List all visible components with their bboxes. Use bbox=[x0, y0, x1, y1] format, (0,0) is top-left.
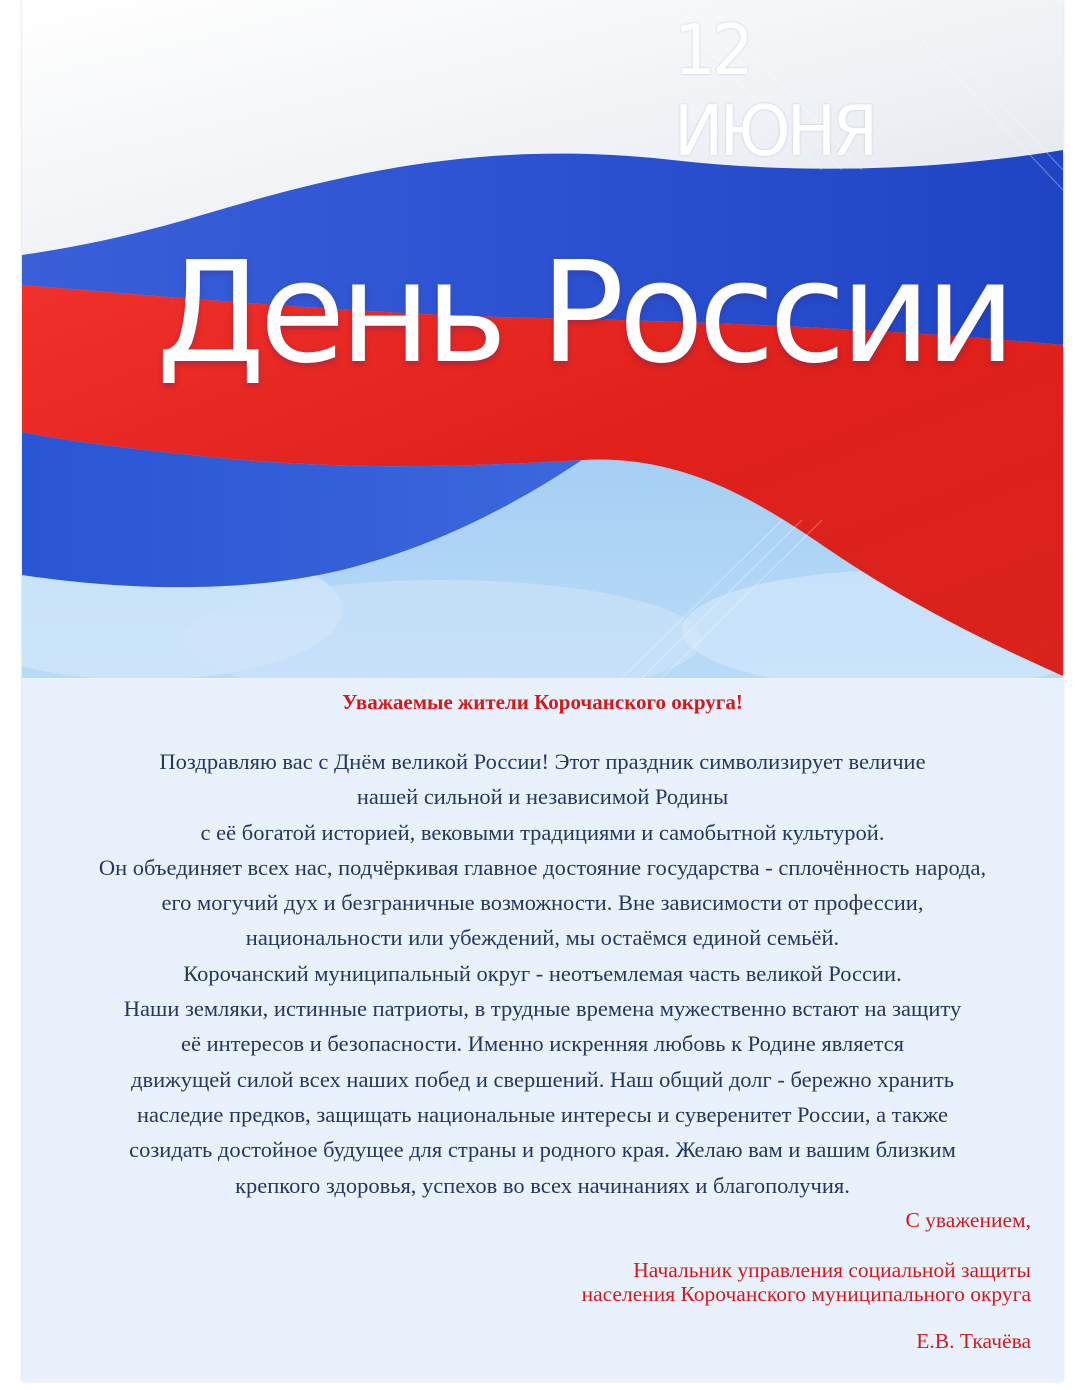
body-line: её интересов и безопасности. Именно искренняя любовь к Родине является bbox=[180, 1031, 905, 1057]
closing-phrase: С уважением, bbox=[905, 1208, 1031, 1232]
author-position-line-1: Начальник управления социальной защиты bbox=[633, 1258, 1031, 1282]
body-line: движущей силой всех наших побед и свершений. Наш общий долг - бережно хранить bbox=[131, 1066, 954, 1092]
body-line: национальности или убеждений, мы остаёмся единой семьёй. bbox=[245, 925, 840, 951]
banner-title: День России bbox=[156, 232, 1011, 395]
body-line: созидать достойное будущее для страны и родного края. Желаю вам и вашим близким bbox=[129, 1137, 956, 1163]
author-position-line-2: населения Корочанского муниципального округа bbox=[581, 1282, 1031, 1306]
letter-page bbox=[22, 0, 1063, 1381]
body-line: Наши земляки, истинные патриоты, в трудные времена мужественно встают на защиту bbox=[123, 996, 962, 1022]
body-line: Поздравляю вас с Днём великой России! Этот праздник символизирует величие bbox=[159, 749, 926, 774]
body-line: Он объединяет всех нас, подчёркивая главное достояние государства - сплочённость народа, bbox=[98, 854, 987, 880]
greeting-heading: Уважаемые жители Корочанского округа! bbox=[342, 690, 743, 714]
letter-body bbox=[22, 744, 1063, 1203]
russia-day-banner bbox=[22, 0, 1063, 678]
body-line: с её богатой историей, вековыми традициями и самобытной культурой. bbox=[200, 819, 885, 845]
body-line: наследие предков, защищать национальные интересы и суверенитет России, а также bbox=[137, 1101, 948, 1127]
body-line: его могучий дух и безграничные возможности. Вне зависимости от профессии, bbox=[161, 890, 924, 916]
body-line: нашей сильной и независимой Родины bbox=[356, 784, 729, 810]
body-line: крепкого здоровья, успехов во всех начинаниях и благополучия. bbox=[235, 1172, 850, 1198]
author-signature: Е.В. Ткачёва bbox=[916, 1329, 1031, 1353]
body-line: Корочанский муниципальный округ - неотъемлемая часть великой России. bbox=[183, 960, 902, 986]
banner-date: 12 ИЮНЯ bbox=[674, 10, 875, 172]
